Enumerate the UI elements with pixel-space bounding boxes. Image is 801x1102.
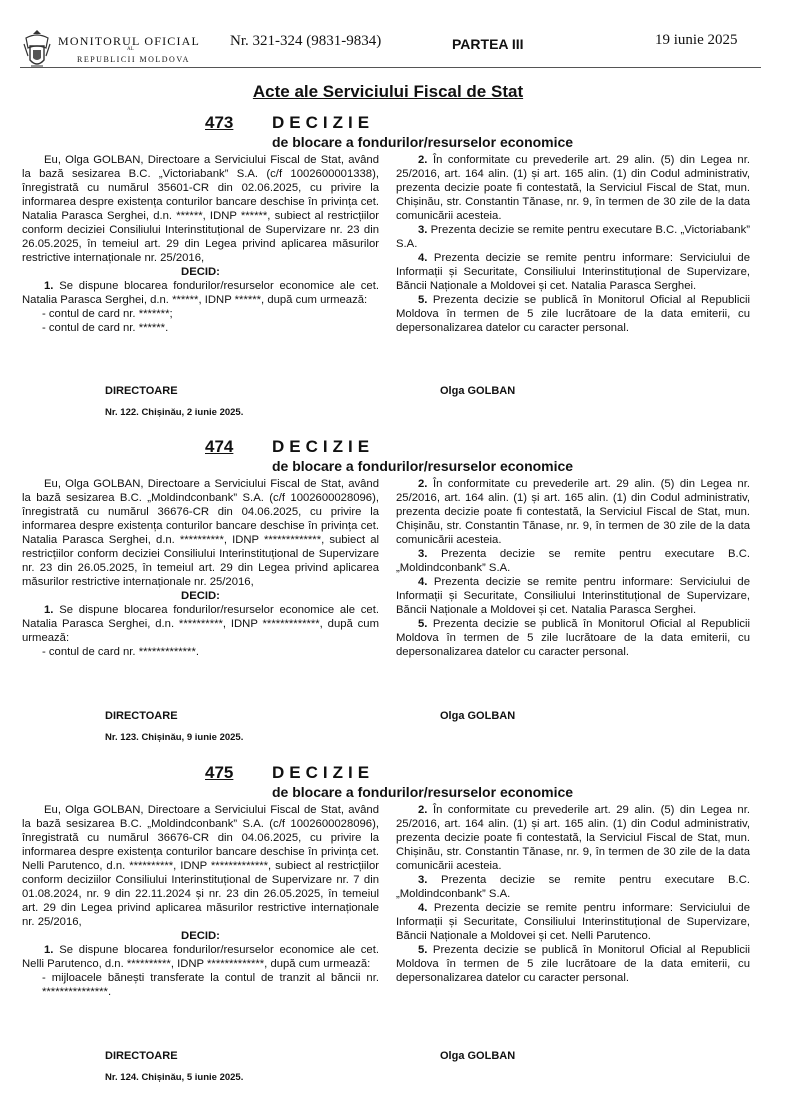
paragraph-3: 3. Prezenta decizie se remite pentru executare B.C. „Moldindconbank” S.A. xyxy=(396,874,750,900)
masthead-subtitle: REPUBLICII MOLDOVA xyxy=(77,55,190,64)
paragraph-1: 1. Se dispune blocarea fondurilor/resurselor economice ale cet. Natalia Parasca Serghei, d.n. **********, IDNP *************, după cum urmează: xyxy=(22,604,379,644)
signer-title: DIRECTOARE xyxy=(105,1050,178,1062)
right-column xyxy=(396,803,750,985)
issue-number: Nr. 321-324 (9831-9834) xyxy=(230,33,382,49)
paragraph-1: 1. Se dispune blocarea fondurilor/resurselor economice ale cet. Nelli Parutenco, d.n. **********, IDNP *************, după cum urmează: xyxy=(22,944,379,970)
registration-line: Nr. 123. Chișinău, 9 iunie 2025. xyxy=(105,732,244,743)
list-item: - contul de card nr. ******. xyxy=(42,322,169,334)
left-column xyxy=(22,477,379,659)
decision-subtitle: de blocare a fondurilor/resurselor economice xyxy=(272,784,574,800)
decision-subtitle: de blocare a fondurilor/resurselor economice xyxy=(272,134,574,150)
right-column xyxy=(396,477,750,659)
list-item: - contul de card nr. *******; xyxy=(42,308,173,320)
left-column xyxy=(22,803,379,999)
decision-heading: DECIZIE xyxy=(272,763,375,782)
signer-title: DIRECTOARE xyxy=(105,710,178,722)
paragraph-3: 3. Prezenta decizie se remite pentru executare B.C. „Victoriabank” S.A. xyxy=(396,224,750,250)
moldova-coat-of-arms-icon xyxy=(22,28,52,72)
paragraph-3: 3. Prezenta decizie se remite pentru executare B.C. „Moldindconbank” S.A. xyxy=(396,548,750,574)
intro-paragraph: Eu, Olga GOLBAN, Directoare a Serviciului Fiscal de Stat, având la bază sesizarea B.C. „Victoriabank” S.A. (c/f 1002600001338), înregistrată cu numărul 35601-CR din 02.06.2025, cu privire la informarea despre existența conturilor bancare deschise în privința cet. Natalia Parasca Serghei, d.n. ******, IDNP ******, subiect al restricțiilor conform deciziei Consiliului Interinstituțional de Supervizare nr. 23 din 26.05.2025, în temeiul art. 29 din Legea privind aplicarea măsurilor restrictive internaționale nr. 25/2016, xyxy=(22,154,379,264)
intro-paragraph: Eu, Olga GOLBAN, Directoare a Serviciului Fiscal de Stat, având la bază sesizarea B.C. „Moldindconbank” S.A. (c/f 1002600028096), înregistrată cu numărul 36676-CR din 04.06.2025, cu privire la informarea despre existența conturilor bancare deschise în privința cet. Nelli Parutenco, d.n. **********, IDNP *************, subiect al restricțiilor conform deciziilor Consiliului Interinstituțional de Supervizare nr. 7 din 01.08.2024, nr. 9 din 22.11.2024 și nr. 23 din 26.05.2025, în temeiul art. 29 din Legea privind aplicarea măsurilor restrictive internaționale nr. 25/2016, xyxy=(22,804,379,928)
paragraph-4: 4. Prezenta decizie se remite pentru informare: Serviciului de Informații și Securitate, Consiliului Interinstituțional de Supervizare, Băncii Naționale a Moldovei și cet. Natalia Parasca Serghei. xyxy=(396,576,750,616)
page-header xyxy=(0,0,801,75)
decision-number: 474 xyxy=(205,437,234,456)
paragraph-2: 2. În conformitate cu prevederile art. 29 alin. (5) din Legea nr. 25/2016, art. 164 alin. (1) și art. 165 alin. (1) din Codul administrativ, prezenta decizie poate fi contestată, la Serviciul Fiscal de Stat, mun. Chișinău, str. Constantin Tănase, nr. 9, în termen de 30 zile de la data comunicării acesteia. xyxy=(396,804,750,872)
masthead-title: MONITORUL OFICIAL xyxy=(58,34,201,48)
signer-name: Olga GOLBAN xyxy=(440,385,516,397)
signer-title: DIRECTOARE xyxy=(105,385,178,397)
decid-heading: DECID: xyxy=(181,266,220,278)
left-column xyxy=(22,153,379,335)
paragraph-5: 5. Prezenta decizie se publică în Monitorul Oficial al Republicii Moldova în termen de 5 zile lucrătoare de la data emiterii, cu depersonalizarea datelor cu caracter personal. xyxy=(396,618,750,658)
list-item: - mijloacele bănești transferate la contul de tranzit al băncii nr. ***************. xyxy=(42,972,379,998)
paragraph-5: 5. Prezenta decizie se publică în Monitorul Oficial al Republicii Moldova în termen de 5 zile lucrătoare de la data emiterii, cu depersonalizarea datelor cu caracter personal. xyxy=(396,944,750,984)
decision-subtitle: de blocare a fondurilor/resurselor economice xyxy=(272,458,574,474)
decision-number: 473 xyxy=(205,113,234,132)
decid-heading: DECID: xyxy=(181,930,220,942)
paragraph-1: 1. Se dispune blocarea fondurilor/resurselor economice ale cet. Natalia Parasca Serghei, d.n. ******, IDNP ******, după cum urmează: xyxy=(22,280,379,306)
section-title: Acte ale Serviciului Fiscal de Stat xyxy=(252,82,524,101)
decid-heading: DECID: xyxy=(181,590,220,602)
paragraph-2: 2. În conformitate cu prevederile art. 29 alin. (5) din Legea nr. 25/2016, art. 164 alin. (1) și art. 165 alin. (1) din Codul administrativ, prezenta decizie poate fi contestată, la Serviciul Fiscal de Stat, mun. Chișinău, str. Constantin Tănase, nr. 9, în termen de 30 zile de la data comunicării acesteia. xyxy=(396,154,750,222)
header-divider xyxy=(20,67,761,68)
issue-date: 19 iunie 2025 xyxy=(655,32,738,48)
right-column xyxy=(396,153,750,335)
signer-name: Olga GOLBAN xyxy=(440,1050,516,1062)
paragraph-4: 4. Prezenta decizie se remite pentru informare: Serviciului de Informații și Securitate, Consiliului Interinstituțional de Supervizare, Băncii Naționale a Moldovei și cet. Natalia Parasca Serghei. xyxy=(396,252,750,292)
intro-paragraph: Eu, Olga GOLBAN, Directoare a Serviciului Fiscal de Stat, având la bază sesizarea B.C. „Moldindconbank” S.A. (c/f 1002600028096), înregistrată cu numărul 36676-CR din 04.06.2025, cu privire la informarea despre existența conturilor bancare deschise în privința cet. Natalia Parasca Serghei, d.n. **********, IDNP *************, subiect al restricțiilor conform deciziei Consiliului Interinstituțional de Supervizare nr. 23 din 26.05.2025, în temeiul art. 29 din Legea privind aplicarea măsurilor restrictive internaționale nr. 25/2016, xyxy=(22,478,379,588)
signer-name: Olga GOLBAN xyxy=(440,710,516,722)
paragraph-2: 2. În conformitate cu prevederile art. 29 alin. (5) din Legea nr. 25/2016, art. 164 alin. (1) și art. 165 alin. (1) din Codul administrativ, prezenta decizie poate fi contestată, la Serviciul Fiscal de Stat, mun. Chișinău, str. Constantin Tănase, nr. 9, în termen de 30 zile de la data comunicării acesteia. xyxy=(396,478,750,546)
decision-heading: DECIZIE xyxy=(272,437,375,456)
masthead-al: AL xyxy=(127,47,134,52)
paragraph-5: 5. Prezenta decizie se publică în Monitorul Oficial al Republicii Moldova în termen de 5 zile lucrătoare de la data emiterii, cu depersonalizarea datelor cu caracter personal. xyxy=(396,294,750,334)
paragraph-4: 4. Prezenta decizie se remite pentru informare: Serviciului de Informații și Securitate, Consiliului Interinstituțional de Supervizare, Băncii Naționale a Moldovei și cet. Nelli Parutenco. xyxy=(396,902,750,942)
part-label: PARTEA III xyxy=(452,36,524,52)
decision-number: 475 xyxy=(205,763,234,782)
decision-heading: DECIZIE xyxy=(272,113,375,132)
list-item: - contul de card nr. *************. xyxy=(42,646,199,658)
registration-line: Nr. 122. Chișinău, 2 iunie 2025. xyxy=(105,407,244,418)
registration-line: Nr. 124. Chișinău, 5 iunie 2025. xyxy=(105,1072,244,1083)
